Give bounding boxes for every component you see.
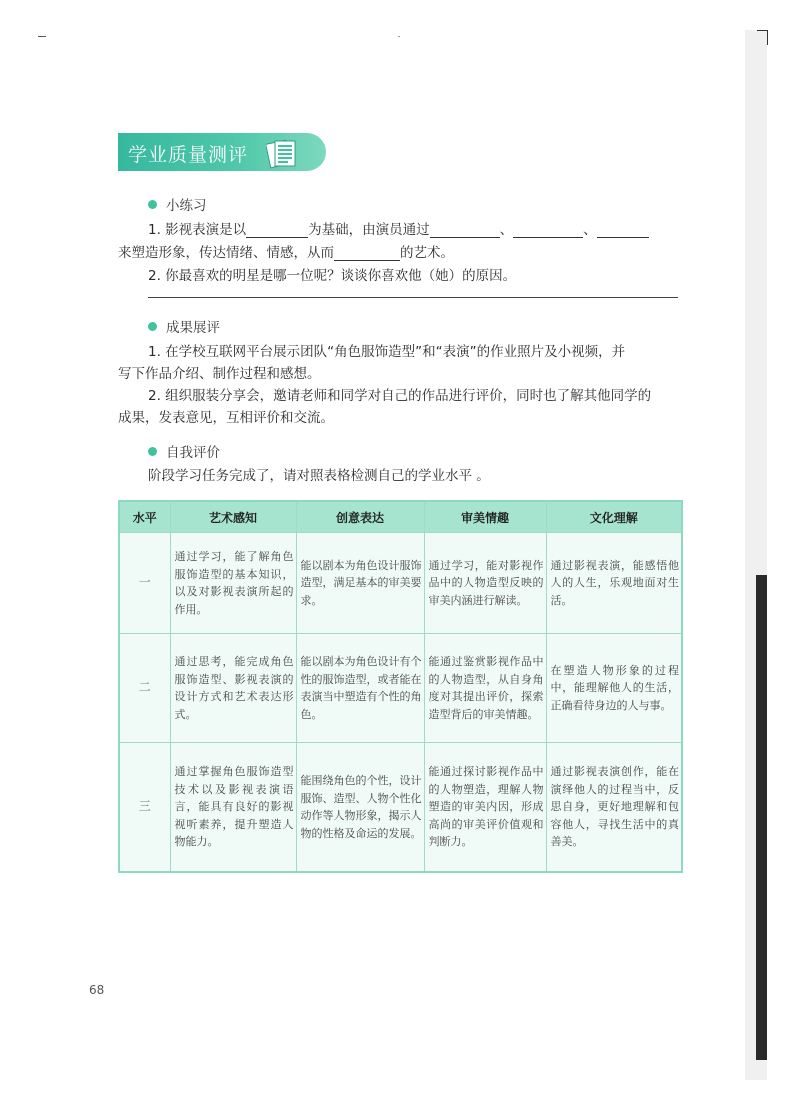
header-cultural-understanding: 文化理解 xyxy=(546,501,682,533)
header-creative-expression: 创意表达 xyxy=(296,501,424,533)
level-cell: 三 xyxy=(119,743,170,873)
fill-blank[interactable] xyxy=(597,222,649,238)
table-cell: 能通过探讨影视作品中的人物塑造，理解人物塑造的审美内因，形成高尚的审美评价值观和判断力。 xyxy=(424,743,546,873)
crop-mark-top xyxy=(398,36,400,37)
showcase-item-1-line-2: 写下作品介绍、制作过程和感想。 xyxy=(118,366,321,382)
table-cell: 通过掌握角色服饰造型技术以及影视表演语言，能具有良好的影视视听素养，提升塑造人物能力。 xyxy=(170,743,296,873)
header-aesthetic-taste: 审美情趣 xyxy=(424,501,546,533)
question-1-line-2: 来塑造形象，传达情绪、情感，从而 的艺术。 xyxy=(118,245,454,261)
table-cell: 通过学习，能对影视作品中的人物造型反映的审美内涵进行解读。 xyxy=(424,533,546,634)
header-art-perception: 艺术感知 xyxy=(170,501,296,533)
fill-blank[interactable] xyxy=(513,222,583,238)
table-header-row xyxy=(119,501,682,533)
fill-blank[interactable] xyxy=(430,222,500,238)
table-cell: 能以剧本为角色设计服饰造型，满足基本的审美要求。 xyxy=(296,533,424,634)
page-number: 68 xyxy=(89,983,105,997)
bullet-icon xyxy=(148,200,157,209)
table-cell: 通过学习，能了解角色服饰造型的基本知识，以及对影视表演所起的作用。 xyxy=(170,533,296,634)
page-edge-shadow xyxy=(756,575,767,1060)
table-cell: 能以剧本为角色设计有个性的服饰造型，或者能在表演当中塑造有个性的角色。 xyxy=(296,634,424,743)
self-eval-intro: 阶段学习任务完成了，请对照表格检测自己的学业水平 。 xyxy=(148,468,490,484)
section-banner xyxy=(118,133,326,171)
showcase-item-1-line-1: 1. 在学校互联网平台展示团队“角色服饰造型”和“表演”的作业照片及小视频，并 xyxy=(148,344,626,360)
question-2: 2. 你最喜欢的明星是哪一位呢？谈谈你喜欢他（她）的原因。 xyxy=(148,268,517,284)
self-eval-heading: 自我评价 xyxy=(148,441,220,461)
level-cell: 二 xyxy=(119,634,170,743)
fill-blank[interactable] xyxy=(246,222,308,238)
level-cell: 一 xyxy=(119,533,170,634)
question-1-line-1: 1. 影视表演是以 为基础，由演员通过 、 、 xyxy=(148,218,649,238)
evaluation-table xyxy=(118,500,683,873)
fill-blank[interactable] xyxy=(334,245,400,261)
document-stack-icon xyxy=(266,135,302,171)
table-cell: 能围绕角色的个性，设计服饰、造型、人物个性化动作等人物形象，揭示人物的性格及命运的发展。 xyxy=(296,743,424,873)
table-row xyxy=(119,743,682,873)
crop-mark-left xyxy=(38,36,46,37)
answer-line[interactable] xyxy=(148,297,678,298)
table-row xyxy=(119,533,682,634)
table-row xyxy=(119,634,682,743)
table-cell: 通过思考，能完成角色服饰造型、影视表演的设计方式和艺术表达形式。 xyxy=(170,634,296,743)
showcase-item-2-line-1: 2. 组织服装分享会，邀请老师和同学对自己的作品进行评价，同时也了解其他同学的 xyxy=(148,388,652,404)
showcase-heading: 成果展评 xyxy=(148,316,220,336)
practice-heading: 小练习 xyxy=(148,194,207,214)
bullet-icon xyxy=(148,447,157,456)
header-level: 水平 xyxy=(119,501,170,533)
crop-mark xyxy=(757,30,768,45)
table-cell: 能通过鉴赏影视作品中的人物造型，从自身角度对其提出评价，探索造型背后的审美情趣。 xyxy=(424,634,546,743)
showcase-item-2-line-2: 成果，发表意见，互相评价和交流。 xyxy=(118,410,334,426)
table-cell: 在塑造人物形象的过程中，能理解他人的生活，正确看待身边的人与事。 xyxy=(546,634,682,743)
table-cell: 通过影视表演，能感悟他人的人生，乐观地面对生活。 xyxy=(546,533,682,634)
banner-title: 学业质量测评 xyxy=(128,144,249,166)
table-cell: 通过影视表演创作，能在演绎他人的过程当中，反思自身，更好地理解和包容他人，寻找生活中的真善美。 xyxy=(546,743,682,873)
bullet-icon xyxy=(148,322,157,331)
